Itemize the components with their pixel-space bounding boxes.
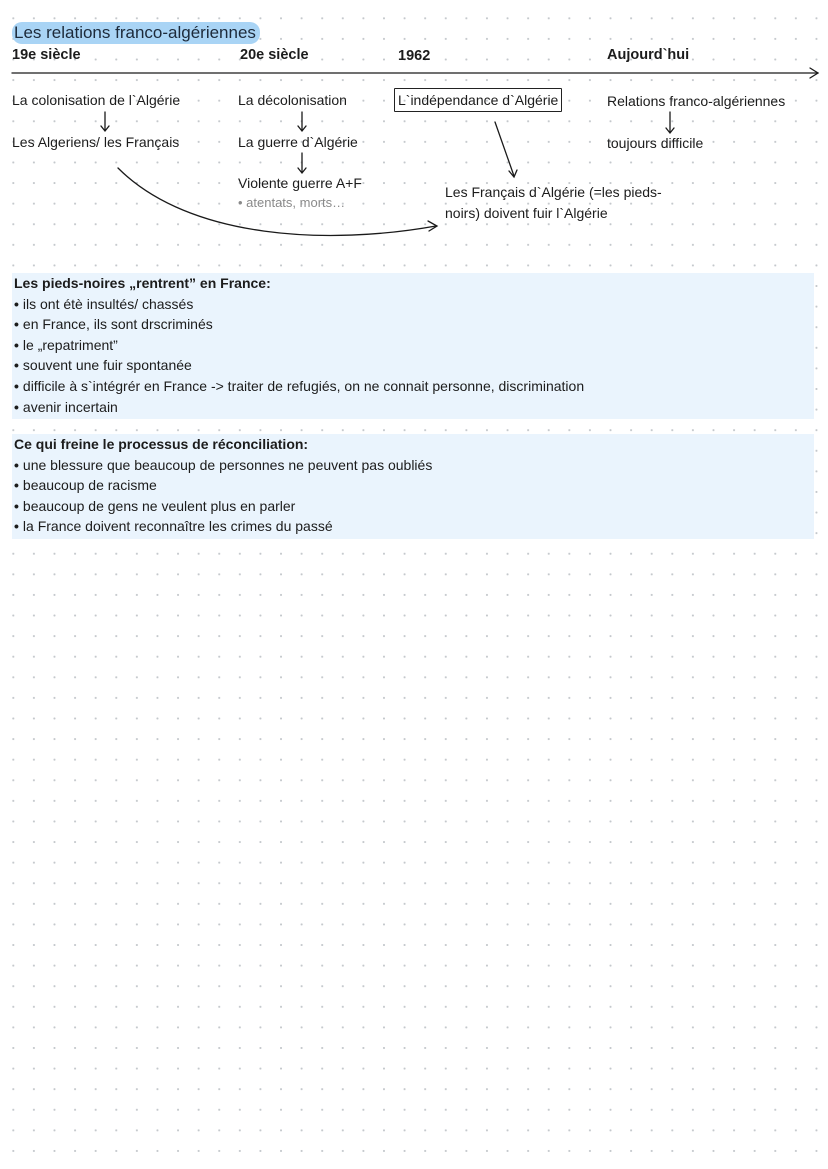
section-pieds-noirs bbox=[12, 273, 814, 419]
list-item: • une blessure que beaucoup de personnes ne peuvent pas oubliés bbox=[14, 456, 433, 473]
bullet: • bbox=[14, 295, 19, 312]
bullet: • bbox=[14, 357, 19, 374]
section-pieds-noirs-list bbox=[12, 294, 814, 418]
list-item: • avenir incertain bbox=[14, 398, 118, 415]
timeline-label-1962: 1962 bbox=[398, 48, 431, 64]
node-colonisation: La colonisation de l`Algérie bbox=[12, 92, 181, 108]
node-relations: Relations franco-algériennes bbox=[607, 93, 786, 109]
page-title: Les relations franco-algériennes bbox=[12, 22, 260, 44]
bullet: • bbox=[14, 336, 19, 353]
node-violente-guerre: Violente guerre A+F bbox=[238, 175, 362, 191]
bullet: • bbox=[14, 477, 19, 494]
timeline-label-20e: 20e siècle bbox=[240, 47, 309, 63]
bullet: • bbox=[14, 518, 19, 535]
list-item: • beaucoup de gens ne veulent plus en parler bbox=[14, 497, 296, 514]
section-reconciliation bbox=[12, 434, 814, 539]
list-item: • ils ont étè insultés/ chassés bbox=[14, 295, 194, 312]
list-item: • souvent une fuir spontanée bbox=[14, 357, 192, 374]
section-reconciliation-list bbox=[12, 455, 814, 537]
list-item: • beaucoup de racisme bbox=[14, 477, 157, 494]
list-item: • difficile à s`intégrér en France -> traiter de refugiés, on ne connait personne, discrimination bbox=[14, 377, 585, 394]
node-algeriens-francais: Les Algeriens/ les Français bbox=[12, 134, 180, 150]
bullet: • bbox=[14, 377, 19, 394]
node-guerre: La guerre d`Algérie bbox=[238, 134, 358, 150]
timeline-label-19e: 19e siècle bbox=[12, 47, 81, 63]
bullet: • bbox=[14, 456, 19, 473]
bullet: • bbox=[14, 497, 19, 514]
list-item: • le „repatriment” bbox=[14, 336, 118, 353]
node-attentats: • atentats, morts… bbox=[238, 195, 346, 210]
list-item: • en France, ils sont drscriminés bbox=[14, 316, 213, 333]
arrow-independance bbox=[495, 122, 514, 176]
section-pieds-noirs-heading: Les pieds-noires „rentrent” en France: bbox=[14, 275, 271, 291]
node-decolonisation: La décolonisation bbox=[238, 92, 347, 108]
node-difficile: toujours difficile bbox=[607, 135, 704, 151]
section-reconciliation-heading: Ce qui freine le processus de réconciliation: bbox=[14, 436, 309, 452]
timeline-label-aujourdhui: Aujourd`hui bbox=[607, 47, 690, 63]
bullet: • bbox=[14, 398, 19, 415]
list-item: • la France doivent reconnaître les crimes du passé bbox=[14, 518, 333, 535]
timeline-connectors bbox=[0, 0, 828, 260]
node-pieds-noirs-fuir: Les Français d`Algérie (=les pieds-noirs) doivent fuir l`Algérie bbox=[445, 184, 662, 221]
bullet: • bbox=[14, 316, 19, 333]
node-independance: L`indépendance d`Algérie bbox=[394, 88, 562, 112]
